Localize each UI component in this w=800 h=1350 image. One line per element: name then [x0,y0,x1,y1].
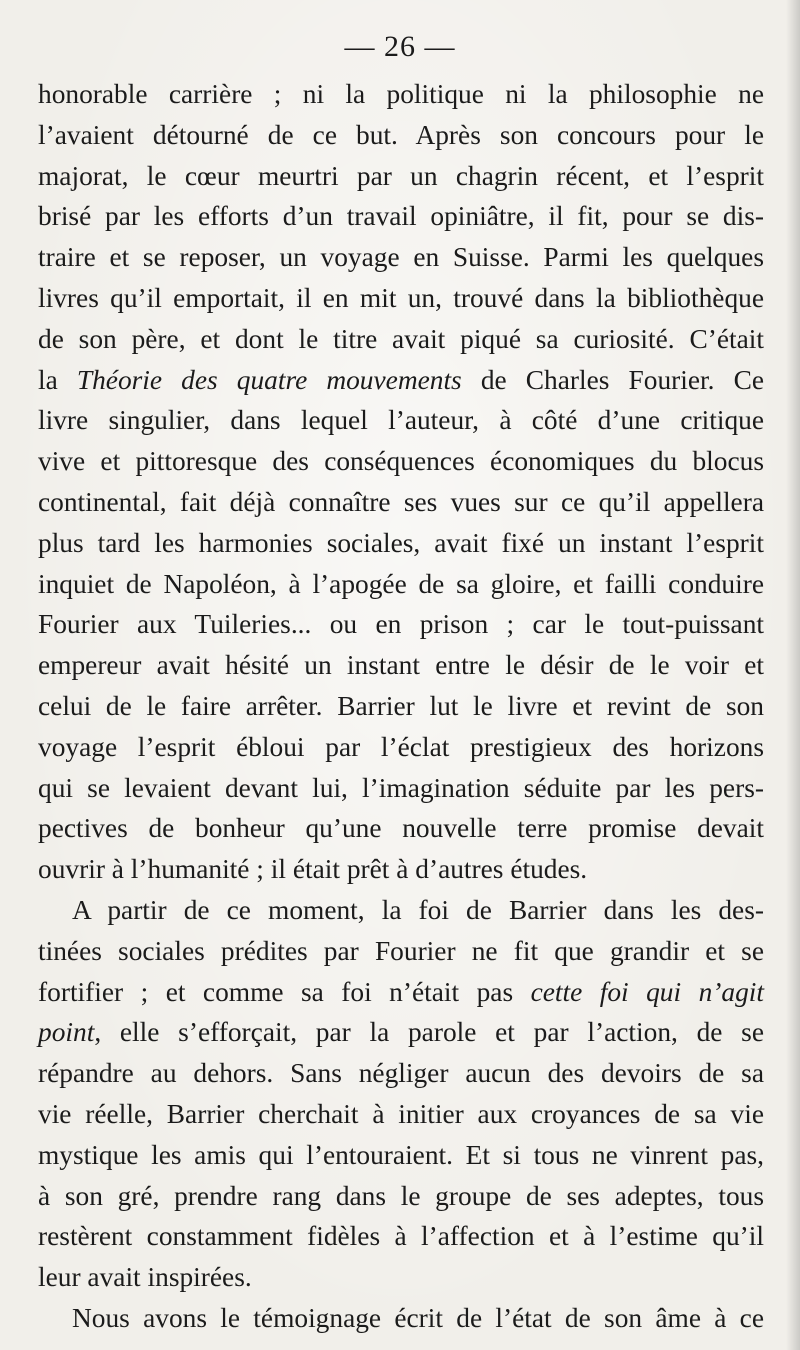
text-line: continental, fait déjà connaître ses vues sur ce qu’il appellera [38,486,764,517]
text-line: de son père, et dont le titre avait piqué sa curiosité. C’était [38,323,764,354]
text-line: pectives de bonheur qu’une nouvelle terre promise devait [38,813,764,844]
text-line: Fourier aux Tuileries... ou en prison ; car le tout-puissant [38,609,764,640]
text-line: livres qu’il emportait, il en mit un, trouvé dans la bibliothèque [38,282,764,313]
text-line [38,972,764,1013]
page-number: — 26 — [344,30,456,63]
text-line: celui de le faire arrêter. Barrier lut le livre et revint de son [38,690,764,721]
paragraph [38,890,764,1298]
text-line: voyage l’esprit ébloui par l’éclat prestigieux des horizons [38,731,764,762]
text-line: mystique les amis qui l’entouraient. Et si tous ne vinrent pas, [38,1139,764,1170]
paragraph [38,74,764,890]
text-line: livre singulier, dans lequel l’auteur, à côté d’une critique [38,405,764,436]
text-line: restèrent constamment fidèles à l’affection et à l’estime qu’il [38,1221,764,1252]
text-run: de Charles Fourier. Ce [461,364,764,395]
text-line: majorat, le cœur meurtri par un chagrin récent, et l’esprit [38,160,764,191]
text-line: plus tard les harmonies sociales, avait fixé un instant l’esprit [38,527,764,558]
text-line: l’avaient détourné de ce but. Après son concours pour le [38,119,764,150]
text-line: A partir de ce moment, la foi de Barrier dans les des- [72,894,764,925]
text-line: tinées sociales prédites par Fourier ne fit que grandir et se [38,935,764,966]
body-text [38,74,764,1339]
text-line [38,360,764,401]
text-line: ouvrir à l’humanité ; il était prêt à d’autres études. [38,854,588,885]
text-line [38,1012,764,1053]
text-line: répandre au dehors. Sans négliger aucun des devoirs de sa [38,1058,764,1089]
text-line: honorable carrière ; ni la politique ni la philosophie ne [38,79,764,109]
text-line: empereur avait hésité un instant entre le désir de le voir et [38,650,764,681]
text-line: qui se levaient devant lui, l’imagination séduite par les pers- [38,772,764,803]
text-line: brisé par les efforts d’un travail opiniâtre, il fit, pour se dis- [38,201,764,232]
page-edge-shadow [786,0,800,1350]
text-run: fortifier ; et comme sa foi n’était pas [38,976,531,1007]
italic-text-run: point [38,1017,95,1048]
italic-text-run: cette foi qui n’agit [530,976,764,1007]
text-line: vie réelle, Barrier cherchait à initier aux croyances de sa vie [38,1098,764,1129]
text-line: vive et pittoresque des conséquences économiques du blocus [38,446,764,477]
paragraph [38,1298,764,1339]
italic-text-run: Théorie des quatre mouvements [76,364,462,395]
text-line: traire et se reposer, un voyage en Suisse. Parmi les quelques [38,242,764,273]
text-run: , elle s’efforçait, par la parole et par l’action, de se [94,1017,764,1048]
text-line: inquiet de Napoléon, à l’apogée de sa gloire, et failli conduire [38,568,764,599]
text-line: leur avait inspirées. [38,1262,252,1293]
text-line: Nous avons le témoignage écrit de l’état de son âme à ce [72,1302,764,1333]
text-line: à son gré, prendre rang dans le groupe de ses adeptes, tous [38,1180,764,1211]
text-run: la [38,364,77,395]
